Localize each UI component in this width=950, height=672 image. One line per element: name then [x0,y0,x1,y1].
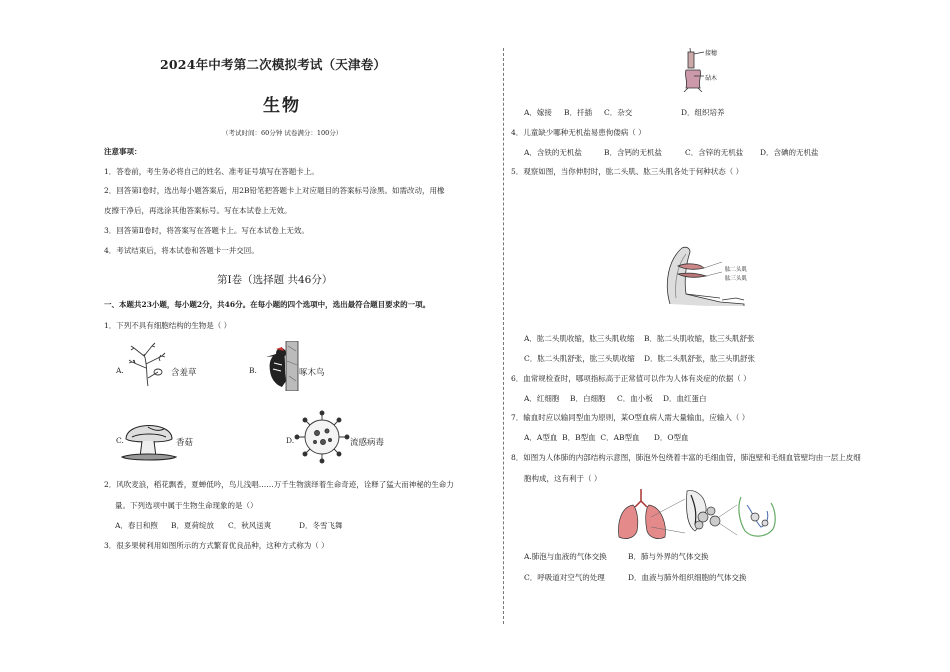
note-item: 4．考试结束后，将本试卷和答题卡一并交回。 [104,246,259,255]
q3-option-b: B．扦插 [564,108,593,117]
q1-option-b-letter: B. [249,366,257,375]
q1-option-c-label: 香菇 [176,438,194,448]
influenza-virus-image [293,409,351,465]
q4-option-b: B．含钙的无机盐 [604,148,663,157]
q6-option-b: B．白细胞 [570,394,606,403]
question-7-stem: 7．输血时应以输同型血为原则，某O型血病人需大量输血，应输入（ ） [511,413,750,422]
q1-option-d-letter: D. [286,436,295,445]
q8-option-d: D．血液与肺外组织细胞的气体交换 [628,573,747,582]
q6-option-d: D．血红蛋白 [663,394,707,403]
question-1-stem: 1．下列不具有细胞结构的生物是（ ） [104,321,232,330]
q1-option-d-label: 流感病毒 [350,438,385,448]
woodpecker-image [256,341,300,391]
mimosa-plant-image [122,338,174,388]
q1-option-a-label: 含羞草 [171,368,197,378]
exam-info: （考试时间：60分钟 试卷满分：100分） [222,129,343,137]
column-divider [503,48,504,624]
q2-option-a: A．春日和煦 [115,521,158,530]
mushroom-image [120,413,178,463]
q6-option-c: C．血小板 [617,394,653,403]
q4-option-a: A．含铁的无机盐 [524,148,582,157]
section-instruction: 一、本题共23小题，每小题2分，共46分。在每小题的四个选项中，选出最符合题目要求的一项。 [104,300,431,309]
q6-option-a: A．红细胞 [524,394,560,403]
q5-option-d: D．肱二头肌舒张，肱三头肌舒张 [644,354,756,363]
biceps-label: 肱二头肌 [725,267,748,273]
question-8-stem: 8．如图为人体肺的内部结构示意图，肺泡外包绕着丰富的毛细血管，肺泡壁和毛细血管壁均由一层上皮细 [511,453,861,462]
note-item: 1．答卷前，考生务必将自己的姓名、准考证号填写在答题卡上。 [104,167,319,176]
question-8-stem-cont: 胞构成，这有利于（ ） [524,474,602,483]
q2-option-b: B．夏荷绽放 [171,521,215,530]
q1-option-c-letter: C. [116,436,124,445]
rootstock-label: 砧木 [705,75,718,82]
note-item: 皮擦干净后，再选涂其他答案标号。写在本试卷上无效。 [104,206,292,215]
q5-option-a: A．肱二头肌收缩，肱三头肌收缩 [524,334,635,343]
q4-option-d: D．含碘的无机盐 [760,148,819,157]
note-item: 3．回答第Ⅱ卷时，将答案写在答题卡上。写在本试卷上无效。 [104,226,309,235]
q5-option-b: B．肱二头肌收缩，肱三头肌舒张 [644,334,755,343]
q2-option-c: C．秋风送爽 [228,521,272,530]
question-5-stem: 5．观察如图，当你伸肘时，肱二头肌、肱三头肌各处于何种状态（ ） [511,167,744,176]
section-title: 第Ⅰ卷（选择题 共46分） [217,274,333,286]
q2-option-d: D．冬雪飞舞 [299,521,343,530]
scion-label: 接穗 [705,50,718,57]
q5-option-c: C．肱二头肌舒张，肱三头肌收缩 [524,354,635,363]
q3-option-d: D．组织培养 [681,108,725,117]
note-item: 2．回答第Ⅰ卷时，选出每小题答案后，用2B铅笔把答题卡上对应题目的答案标号涂黑。如需改动，用橡 [104,186,445,195]
q7-options: A．A型血 B．B型血 C．AB型血 D．O型血 [524,433,689,442]
question-4-stem: 4．儿童缺少哪种无机盐易患佝偻病（ ） [511,128,646,137]
question-6-stem: 6．血常规检查时，哪项指标高于正常值可以作为人体有炎症的依据（ ） [511,374,751,383]
subject-title: 生物 [263,96,301,116]
q8-option-a: A.肺泡与血液的气体交换 [524,552,607,561]
q3-option-a: A．嫁接 [524,108,552,117]
question-2-stem-cont: 量。下列选项中属于生物生命现象的是（） [115,501,258,510]
lung-structure-image [615,487,780,543]
q3-option-c: C．杂交 [604,108,633,117]
triceps-label: 肱三头肌 [725,276,748,282]
q8-option-b: B．肺与外界的气体交换 [628,552,709,561]
notes-heading: 注意事项： [104,147,142,156]
q1-option-a-letter: A. [116,366,124,375]
exam-title: 2024年中考第二次模拟考试（天津卷） [160,57,387,72]
question-3-stem: 3．很多果树利用如图所示的方式繁育优良品种，这种方式称为（ ） [104,541,329,550]
question-2-stem: 2．风吹麦浪，稻花飘香，夏蝉低吟，鸟儿浅唱……万千生物演绎着生命奇迹，诠释了猛大而神秘的生命力 [104,480,454,489]
q1-option-b-label: 啄木鸟 [299,368,325,378]
q4-option-c: C．含锌的无机盐 [685,148,744,157]
q8-option-c: C．呼吸道对空气的处理 [524,573,605,582]
